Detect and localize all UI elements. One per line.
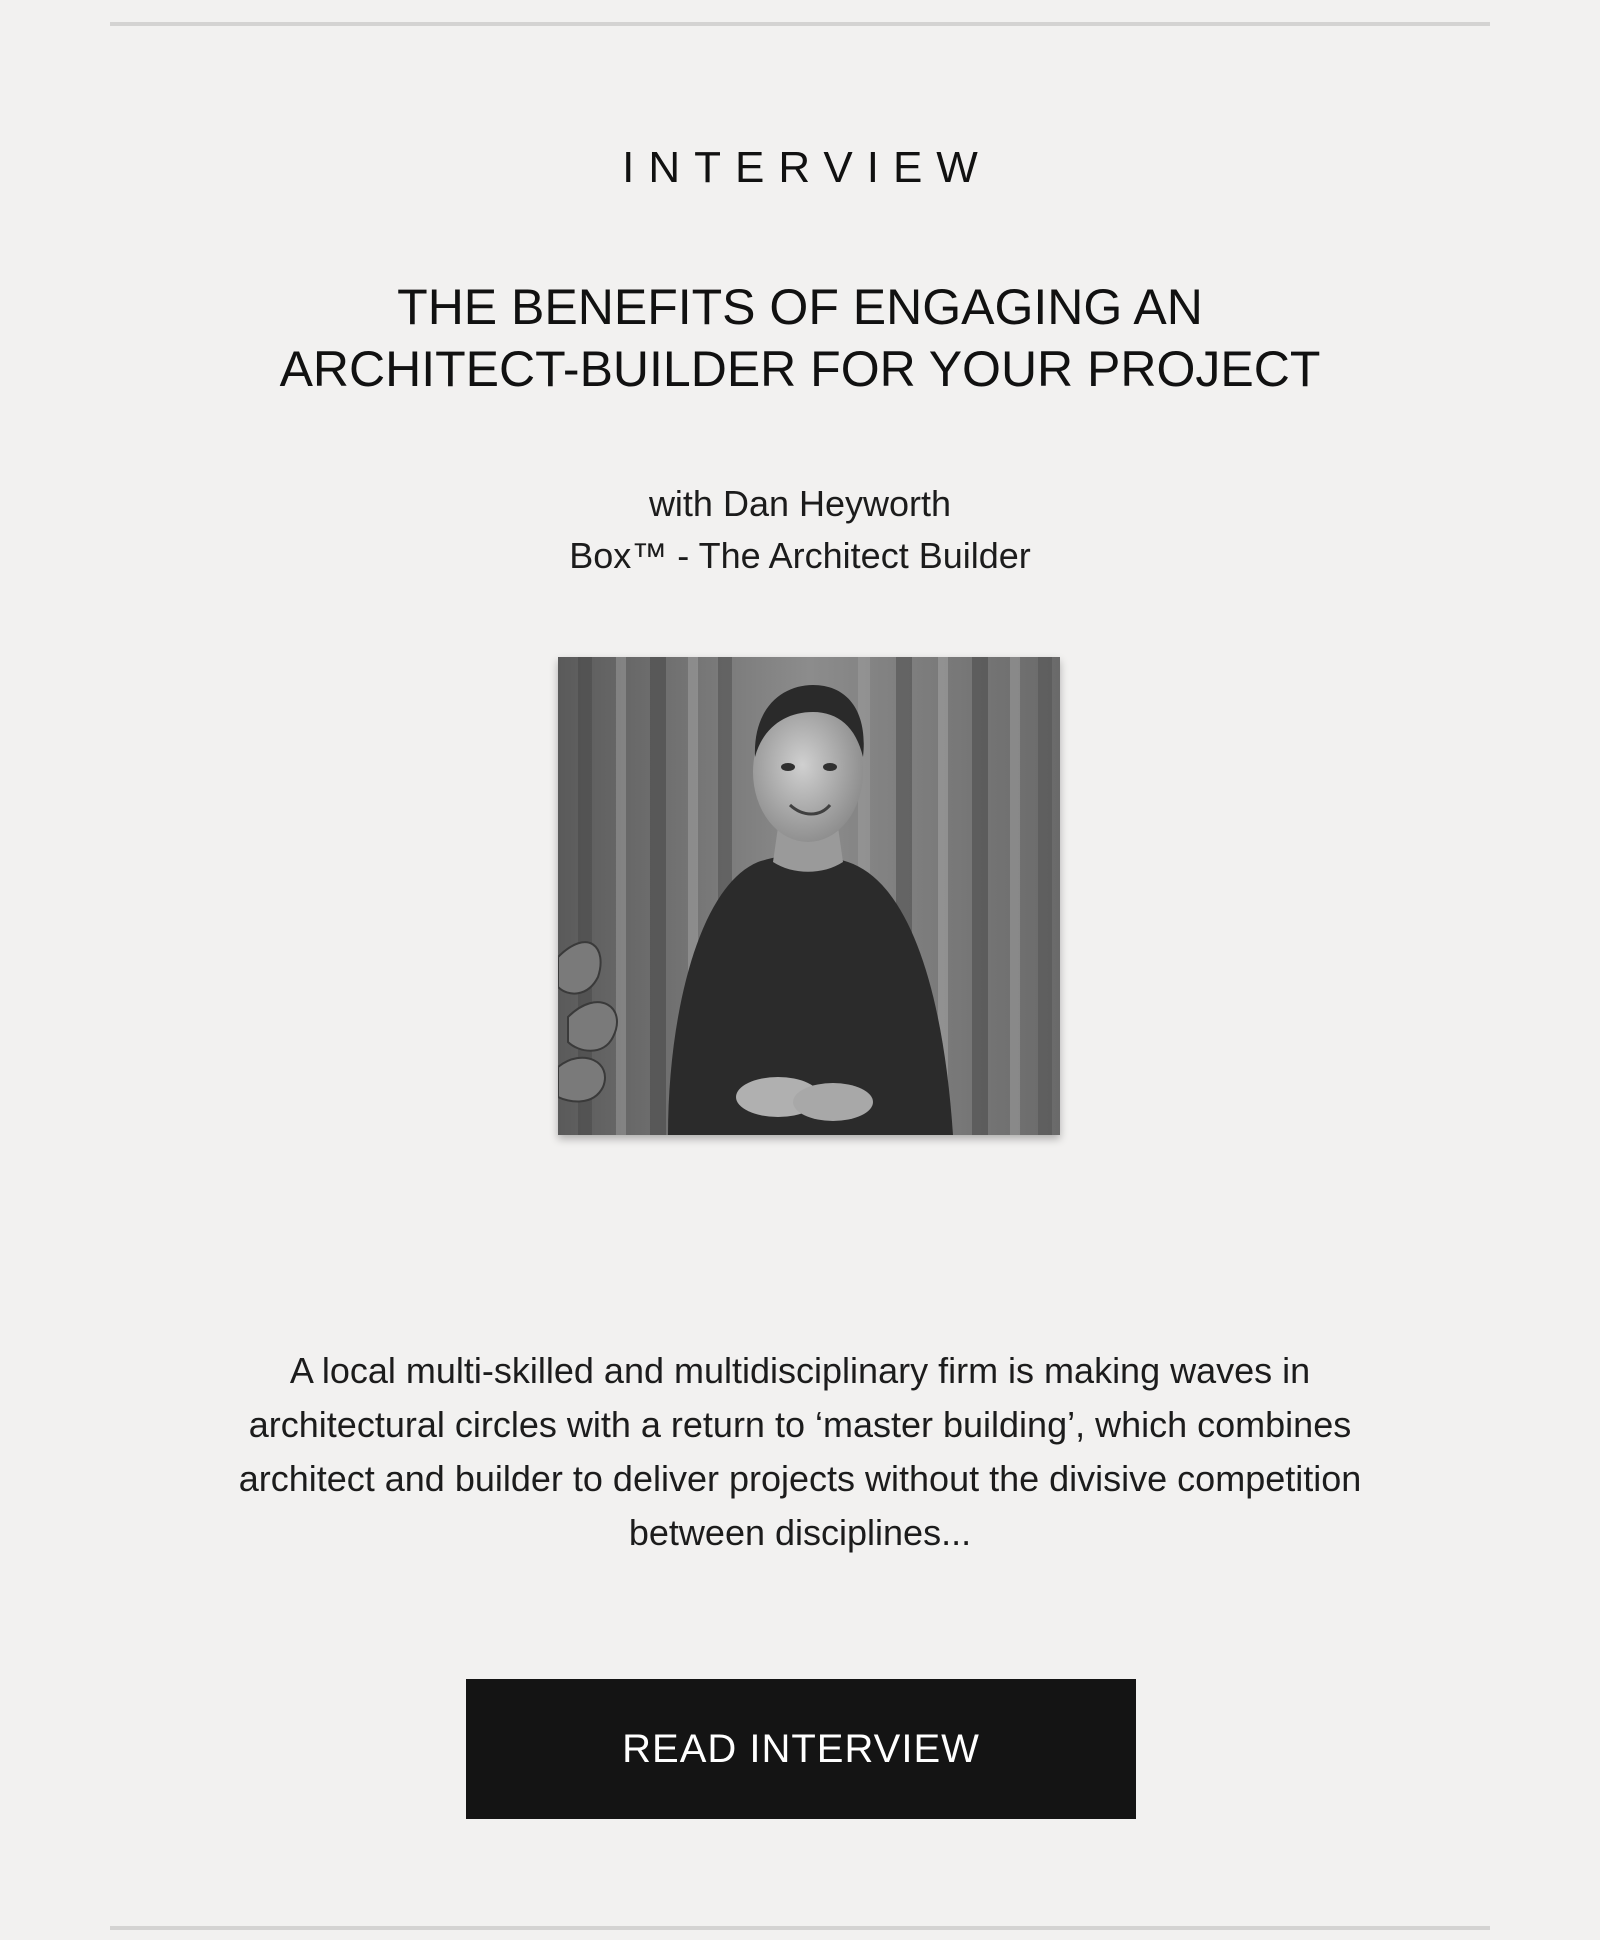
interviewee-name: with Dan Heyworth: [648, 483, 952, 524]
read-interview-button[interactable]: READ INTERVIEW: [466, 1679, 1136, 1819]
interviewee-company: Box™ - The Architect Builder: [569, 535, 1031, 576]
portrait-image: [558, 657, 1060, 1135]
top-divider: [110, 22, 1490, 26]
article-excerpt: A local multi-skilled and multidisciplinary firm is making waves in architectural circles with a return to ‘master building’, which combines architect and builder to deliver projects without the divisive competition between disciplines...: [238, 1350, 1362, 1553]
bottom-divider: [110, 1926, 1490, 1930]
section-label: INTERVIEW: [622, 143, 992, 192]
interviewee-portrait[interactable]: [558, 657, 1060, 1135]
article-title[interactable]: [200, 276, 1400, 400]
byline: [0, 478, 1600, 582]
article-title-line-1: THE BENEFITS OF ENGAGING AN: [397, 279, 1203, 335]
article-title-line-2: ARCHITECT-BUILDER FOR YOUR PROJECT: [279, 341, 1321, 397]
